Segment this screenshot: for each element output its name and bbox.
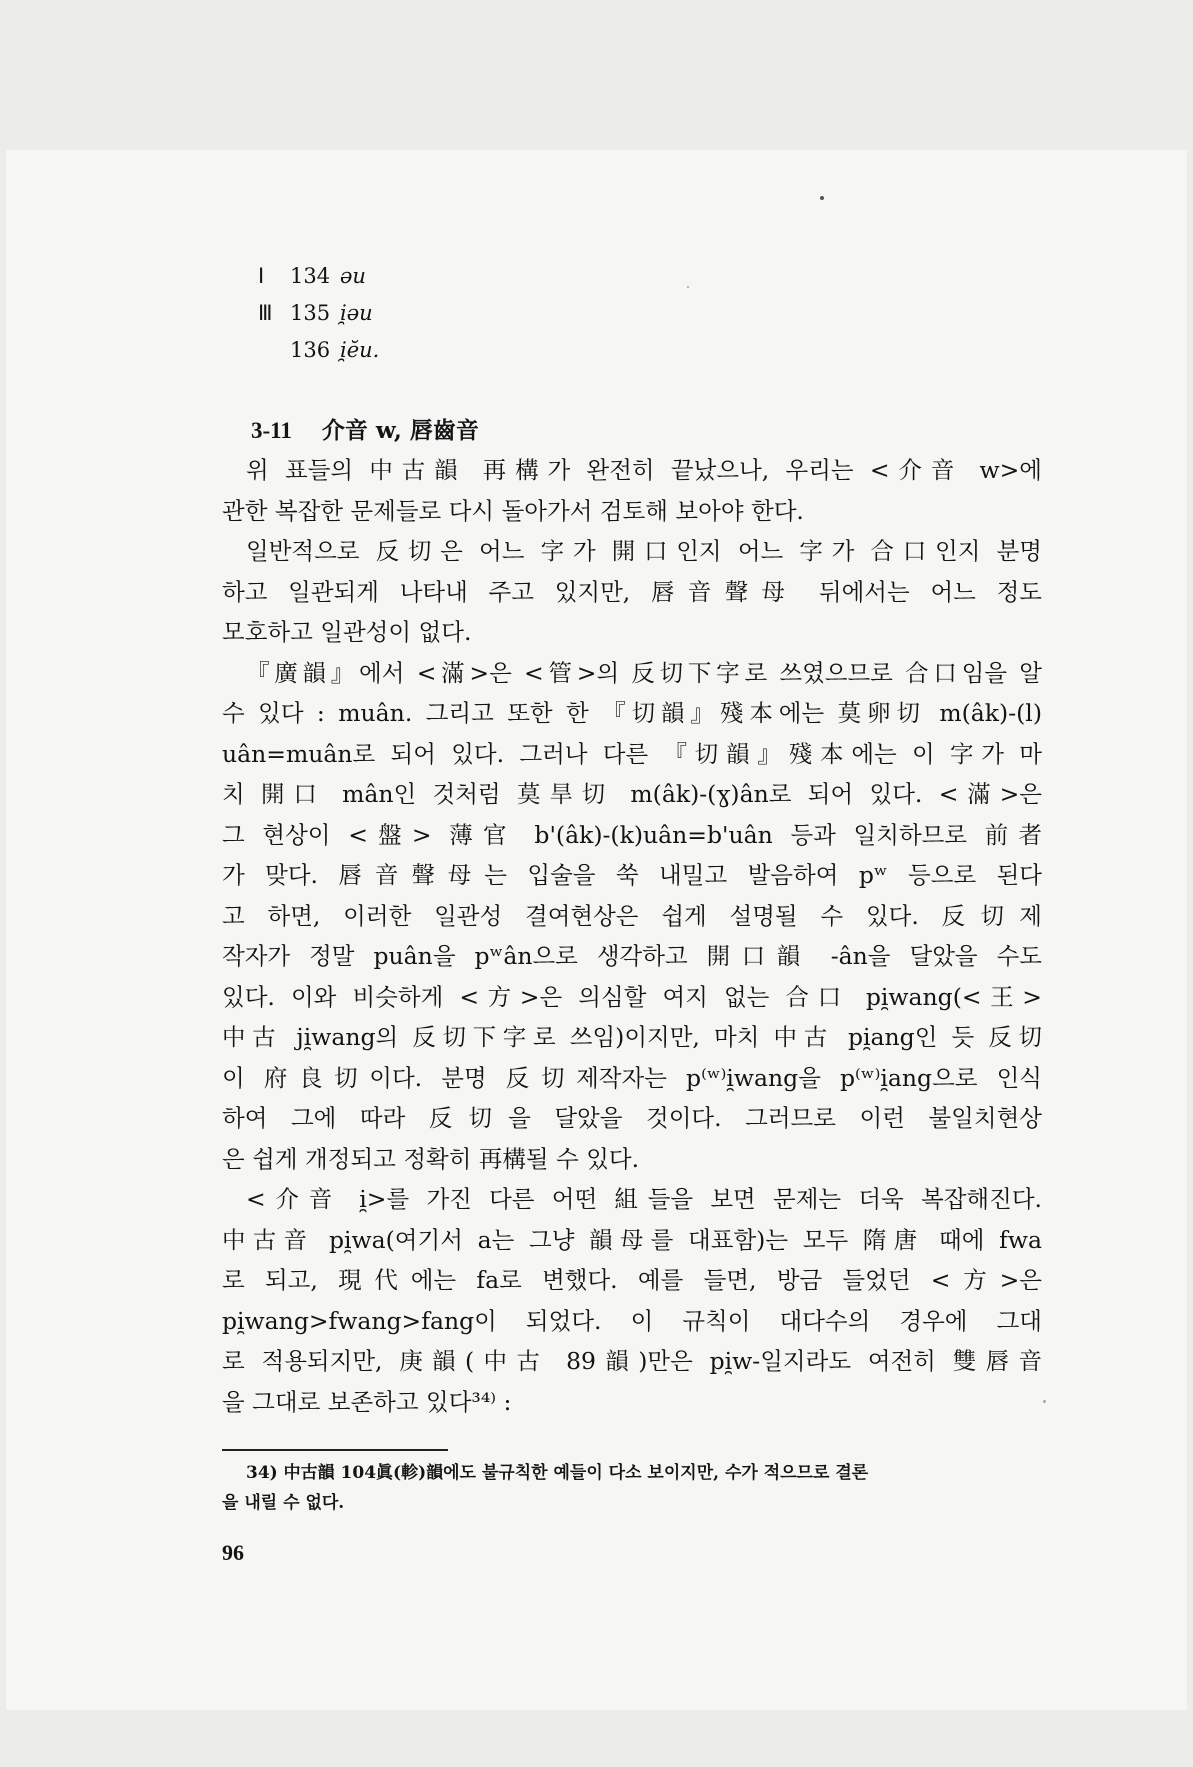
text-line: pi̯wang>fwang>fang이 되었다. 이 규칙이 대다수의 경우에 그대: [222, 1306, 1042, 1335]
footnote-divider: [222, 1449, 448, 1451]
text-line: 中古 ji̯wang의 反切下字로 쓰임)이지만, 마치 中古 pi̯ang인 듯 反切: [222, 1023, 1042, 1051]
page-number: 96: [222, 1540, 244, 1565]
text-line: 中古音 pi̯wa(여기서 a는 그냥 韻母를 대표함)는 모두 隋唐 때에 fwa: [222, 1225, 1042, 1254]
body-text: [222, 450, 1042, 1422]
footnote: [222, 1458, 1042, 1518]
text-line: 작자가 정말 puân을 pʷân으로 생각하고 開口韻 -ân을 달았을 수도: [222, 942, 1042, 970]
text-line: 위 표들의 中古韻 再構가 완전히 끝났으나, 우리는 <介音 w>에: [246, 456, 1042, 484]
scan-speck: [820, 196, 824, 200]
section-number: 3-11: [251, 418, 292, 443]
text-line: 관한 복잡한 문제들로 다시 돌아가서 검토해 보아야 한다.: [222, 496, 804, 525]
section-title: 介音 w, 唇齒音: [321, 417, 479, 444]
paragraph: [222, 531, 1042, 653]
text-line: 하고 일관되게 나타내 주고 있지만, 唇音聲母 뒤에서는 어느 정도: [222, 577, 1042, 606]
text-line: 그 현상이 <盤> 薄官 b'(âk)-(k)uân=b'uân 등과 일치하므로 前者: [222, 820, 1042, 849]
paragraph: [222, 653, 1042, 1180]
text-line: 있다. 이와 비슷하게 <方>은 의심할 여지 없는 合口 pi̯wang(<王>: [222, 982, 1042, 1011]
text-line: 고 하면, 이러한 일관성 결여현상은 쉽게 설명될 수 있다. 反切제: [222, 901, 1042, 930]
finals-row: [258, 258, 379, 295]
text-line: 로 되고, 現代에는 fa로 변했다. 예를 들면, 방금 들었던 <方>은: [222, 1266, 1042, 1294]
text-line: 은 쉽게 개정되고 정확히 再構될 수 있다.: [222, 1144, 640, 1173]
text-line: 수 있다 : muân. 그리고 또한 한 『切韻』殘本에는 莫卵切 m(âk)-(l): [222, 699, 1042, 727]
text-line: 을 그대로 보존하고 있다³⁴⁾ :: [222, 1387, 512, 1416]
text-line: <介音 i̯>를 가진 다른 어떤 組들을 보면 문제는 더욱 복잡해진다.: [246, 1185, 1042, 1213]
final-value: əu: [340, 264, 366, 288]
footnote-line: 34) 中古韻 104眞(軫)韻에도 불규칙한 예들이 다소 보이지만, 수가 적으므로 결론: [246, 1463, 869, 1483]
division-label: Ⅲ: [258, 301, 273, 325]
division-label: Ⅰ: [258, 264, 265, 288]
text-line: 하여 그에 따라 反切을 달았을 것이다. 그러므로 이런 불일치현상: [222, 1104, 1042, 1132]
paragraph: [222, 1179, 1042, 1422]
paragraph: [222, 450, 1042, 531]
scan-speck: [1043, 1400, 1046, 1403]
text-line: 『廣韻』에서 <滿>은 <管>의 反切下字로 쓰였으므로 合口임을 알: [246, 658, 1042, 687]
footnote-line: 을 내릴 수 없다.: [222, 1493, 345, 1513]
text-line: 로 적용되지만, 庚韻(中古 89韻)만은 pi̯w-일지라도 여전히 雙唇音: [222, 1347, 1042, 1375]
text-line: 모호하고 일관성이 없다.: [222, 618, 472, 646]
final-number: 136: [290, 338, 331, 362]
finals-row: [258, 295, 379, 332]
final-value: i̯ĕu.: [340, 338, 380, 362]
scan-speck: [687, 286, 689, 288]
finals-row: [258, 332, 379, 369]
final-number: 135: [290, 301, 331, 325]
text-line: 일반적으로 反切은 어느 字가 開口인지 어느 字가 合口인지 분명: [246, 537, 1042, 565]
finals-list: [258, 258, 379, 369]
final-number: 134: [290, 264, 331, 288]
text-line: uân=muân로 되어 있다. 그러나 다른 『切韻』殘本에는 이 字가 마: [222, 739, 1042, 768]
section-heading: [251, 412, 479, 445]
text-line: 이 府良切이다. 분명 反切제작자는 p⁽ʷ⁾i̯wang을 p⁽ʷ⁾i̯ang으로 인식: [222, 1063, 1042, 1092]
final-value: i̯əu: [340, 301, 373, 325]
text-line: 가 맞다. 唇音聲母는 입술을 쑥 내밀고 발음하여 pʷ 등으로 된다: [222, 861, 1042, 889]
text-line: 치 開口 mân인 것처럼 莫旱切 m(âk)-(ɣ)ân로 되어 있다. <滿>은: [222, 780, 1042, 808]
